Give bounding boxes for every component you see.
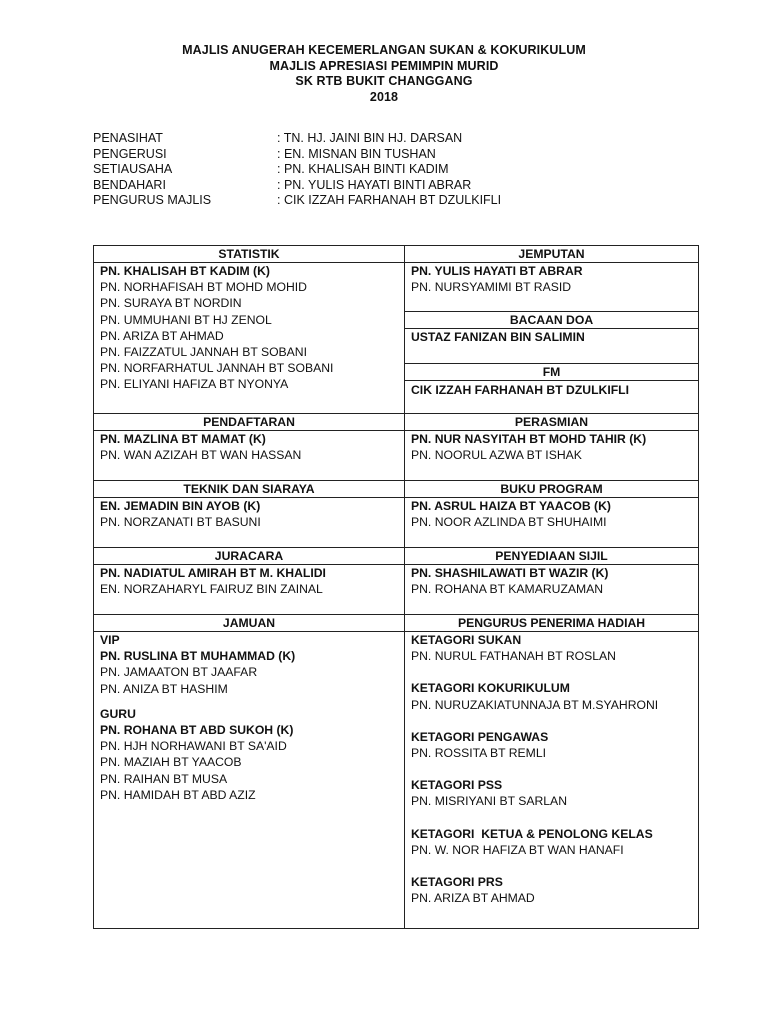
jamuan-guru-member: PN. HJH NORHAWANI BT SA'AID <box>100 739 287 754</box>
hadiah-category-name: PN. ARIZA BT AHMAD <box>411 891 535 906</box>
officials-list <box>93 131 501 209</box>
penyediaan-sijil-leader: PN. SHASHILAWATI BT WAZIR (K) <box>411 566 609 580</box>
perasmian-header: PERASMIAN <box>405 414 699 431</box>
juracara-cell <box>94 565 405 615</box>
pendaftaran-header: PENDAFTARAN <box>94 414 405 431</box>
hadiah-category-label: KETAGORI PSS <box>411 778 503 793</box>
official-name: : PN. YULIS HAYATI BINTI ABRAR <box>277 177 472 192</box>
hadiah-category-name: PN. MISRIYANI BT SARLAN <box>411 794 567 809</box>
fm-header: FM <box>405 364 699 381</box>
official-role: PENGERUSI <box>93 146 167 161</box>
juracara-leader: PN. NADIATUL AMIRAH BT M. KHALIDI <box>100 566 326 580</box>
hadiah-category-label: KETAGORI KOKURIKULUM <box>411 681 570 696</box>
jamuan-guru-member: PN. MAZIAH BT YAACOB <box>100 755 242 770</box>
statistik-cell <box>94 263 405 414</box>
statistik-header: STATISTIK <box>94 246 405 263</box>
jamuan-vip-label: VIP <box>100 633 120 647</box>
hadiah-category-name: PN. NURUL FATHANAH BT ROSLAN <box>411 649 616 664</box>
statistik-member: PN. SURAYA BT NORDIN <box>100 296 242 311</box>
jemputan-member: PN. NURSYAMIMI BT RASID <box>411 280 572 295</box>
teknik-leader: EN. JEMADIN BIN AYOB (K) <box>100 499 261 513</box>
perasmian-member: PN. NOORUL AZWA BT ISHAK <box>411 448 582 463</box>
juracara-member: EN. NORZAHARYL FAIRUZ BIN ZAINAL <box>100 582 323 597</box>
perasmian-leader: PN. NUR NASYITAH BT MOHD TAHIR (K) <box>411 432 647 446</box>
statistik-member: PN. FAIZZATUL JANNAH BT SOBANI <box>100 345 307 360</box>
official-row <box>93 193 501 209</box>
penyediaan-sijil-member: PN. ROHANA BT KAMARUZAMAN <box>411 582 604 597</box>
fm-leader: CIK IZZAH FARHANAH BT DZULKIFLI <box>411 383 629 397</box>
hadiah-category-name: PN. NURUZAKIATUNNAJA BT M.SYAHRONI <box>411 697 659 712</box>
jamuan-guru-leader: PN. ROHANA BT ABD SUKOH (K) <box>100 723 294 738</box>
official-role: BENDAHARI <box>93 177 166 192</box>
teknik-header: TEKNIK DAN SIARAYA <box>94 481 405 498</box>
hadiah-category-name: PN. ROSSITA BT REMLI <box>411 746 546 761</box>
pendaftaran-cell <box>94 431 405 481</box>
teknik-member: PN. NORZANATI BT BASUNI <box>100 515 261 530</box>
jamuan-cell <box>94 632 405 929</box>
title-line-1: MAJLIS ANUGERAH KECEMERLANGAN SUKAN & KOKURIKULUM <box>182 43 586 57</box>
pengurus-hadiah-header: PENGURUS PENERIMA HADIAH <box>405 615 699 632</box>
jemputan-cell <box>405 263 699 312</box>
jemputan-header: JEMPUTAN <box>405 246 699 263</box>
title-line-2: MAJLIS APRESIASI PEMIMPIN MURID <box>269 58 499 73</box>
buku-program-cell <box>405 498 699 548</box>
official-row <box>93 131 501 147</box>
official-role: SETIAUSAHA <box>93 162 173 176</box>
document-title <box>0 43 768 105</box>
official-row <box>93 147 501 163</box>
committee-table <box>93 245 699 929</box>
jamuan-header: JAMUAN <box>94 615 405 632</box>
official-name: : EN. MISNAN BIN TUSHAN <box>277 146 436 161</box>
official-name: : CIK IZZAH FARHANAH BT DZULKIFLI <box>277 193 502 207</box>
title-line-4: 2018 <box>369 89 399 104</box>
official-row <box>93 162 501 178</box>
statistik-member: PN. ELIYANI HAFIZA BT NYONYA <box>100 377 289 392</box>
statistik-member: PN. NORHAFISAH BT MOHD MOHID <box>100 280 307 295</box>
teknik-cell <box>94 498 405 548</box>
statistik-member: PN. NORFARHATUL JANNAH BT SOBANI <box>100 361 334 376</box>
bacaan-doa-header: BACAAN DOA <box>405 312 699 329</box>
hadiah-category-label: KETAGORI PRS <box>411 875 503 890</box>
official-name: : PN. KHALISAH BINTI KADIM <box>277 162 449 176</box>
title-line-3: SK RTB BUKIT CHANGGANG <box>295 74 473 88</box>
jemputan-leader: PN. YULIS HAYATI BT ABRAR <box>411 264 583 278</box>
statistik-member: PN. ARIZA BT AHMAD <box>100 328 224 343</box>
buku-program-leader: PN. ASRUL HAIZA BT YAACOB (K) <box>411 499 611 513</box>
jamuan-vip-leader: PN. RUSLINA BT MUHAMMAD (K) <box>100 649 296 664</box>
penyediaan-sijil-header: PENYEDIAAN SIJIL <box>405 548 699 565</box>
perasmian-cell <box>405 431 699 481</box>
official-name: : TN. HJ. JAINI BIN HJ. DARSAN <box>277 131 463 145</box>
jamuan-vip-member: PN. JAMAATON BT JAAFAR <box>100 665 258 680</box>
fm-cell <box>405 381 699 414</box>
hadiah-category-label: KETAGORI KETUA & PENOLONG KELAS <box>411 826 653 841</box>
buku-program-header: BUKU PROGRAM <box>405 481 699 498</box>
juracara-header: JURACARA <box>94 548 405 565</box>
official-role: PENGURUS MAJLIS <box>93 193 212 207</box>
jamuan-guru-member: PN. HAMIDAH BT ABD AZIZ <box>100 787 256 802</box>
hadiah-category-name: PN. W. NOR HAFIZA BT WAN HANAFI <box>411 842 624 857</box>
jamuan-guru-member: PN. RAIHAN BT MUSA <box>100 771 228 786</box>
jamuan-vip-member: PN. ANIZA BT HASHIM <box>100 681 228 696</box>
pendaftaran-leader: PN. MAZLINA BT MAMAT (K) <box>100 432 266 446</box>
statistik-member: PN. UMMUHANI BT HJ ZENOL <box>100 312 272 327</box>
buku-program-member: PN. NOOR AZLINDA BT SHUHAIMI <box>411 515 607 530</box>
bacaan-doa-cell <box>405 329 699 364</box>
hadiah-category-label: KETAGORI PENGAWAS <box>411 729 549 744</box>
hadiah-category-label: KETAGORI SUKAN <box>411 633 522 647</box>
pendaftaran-member: PN. WAN AZIZAH BT WAN HASSAN <box>100 448 302 463</box>
statistik-leader: PN. KHALISAH BT KADIM (K) <box>100 264 270 278</box>
official-row <box>93 178 501 194</box>
bacaan-doa-leader: USTAZ FANIZAN BIN SALIMIN <box>411 330 585 344</box>
official-role: PENASIHAT <box>93 131 163 145</box>
pengurus-hadiah-cell <box>405 632 699 929</box>
penyediaan-sijil-cell <box>405 565 699 615</box>
jamuan-guru-label: GURU <box>100 706 136 721</box>
